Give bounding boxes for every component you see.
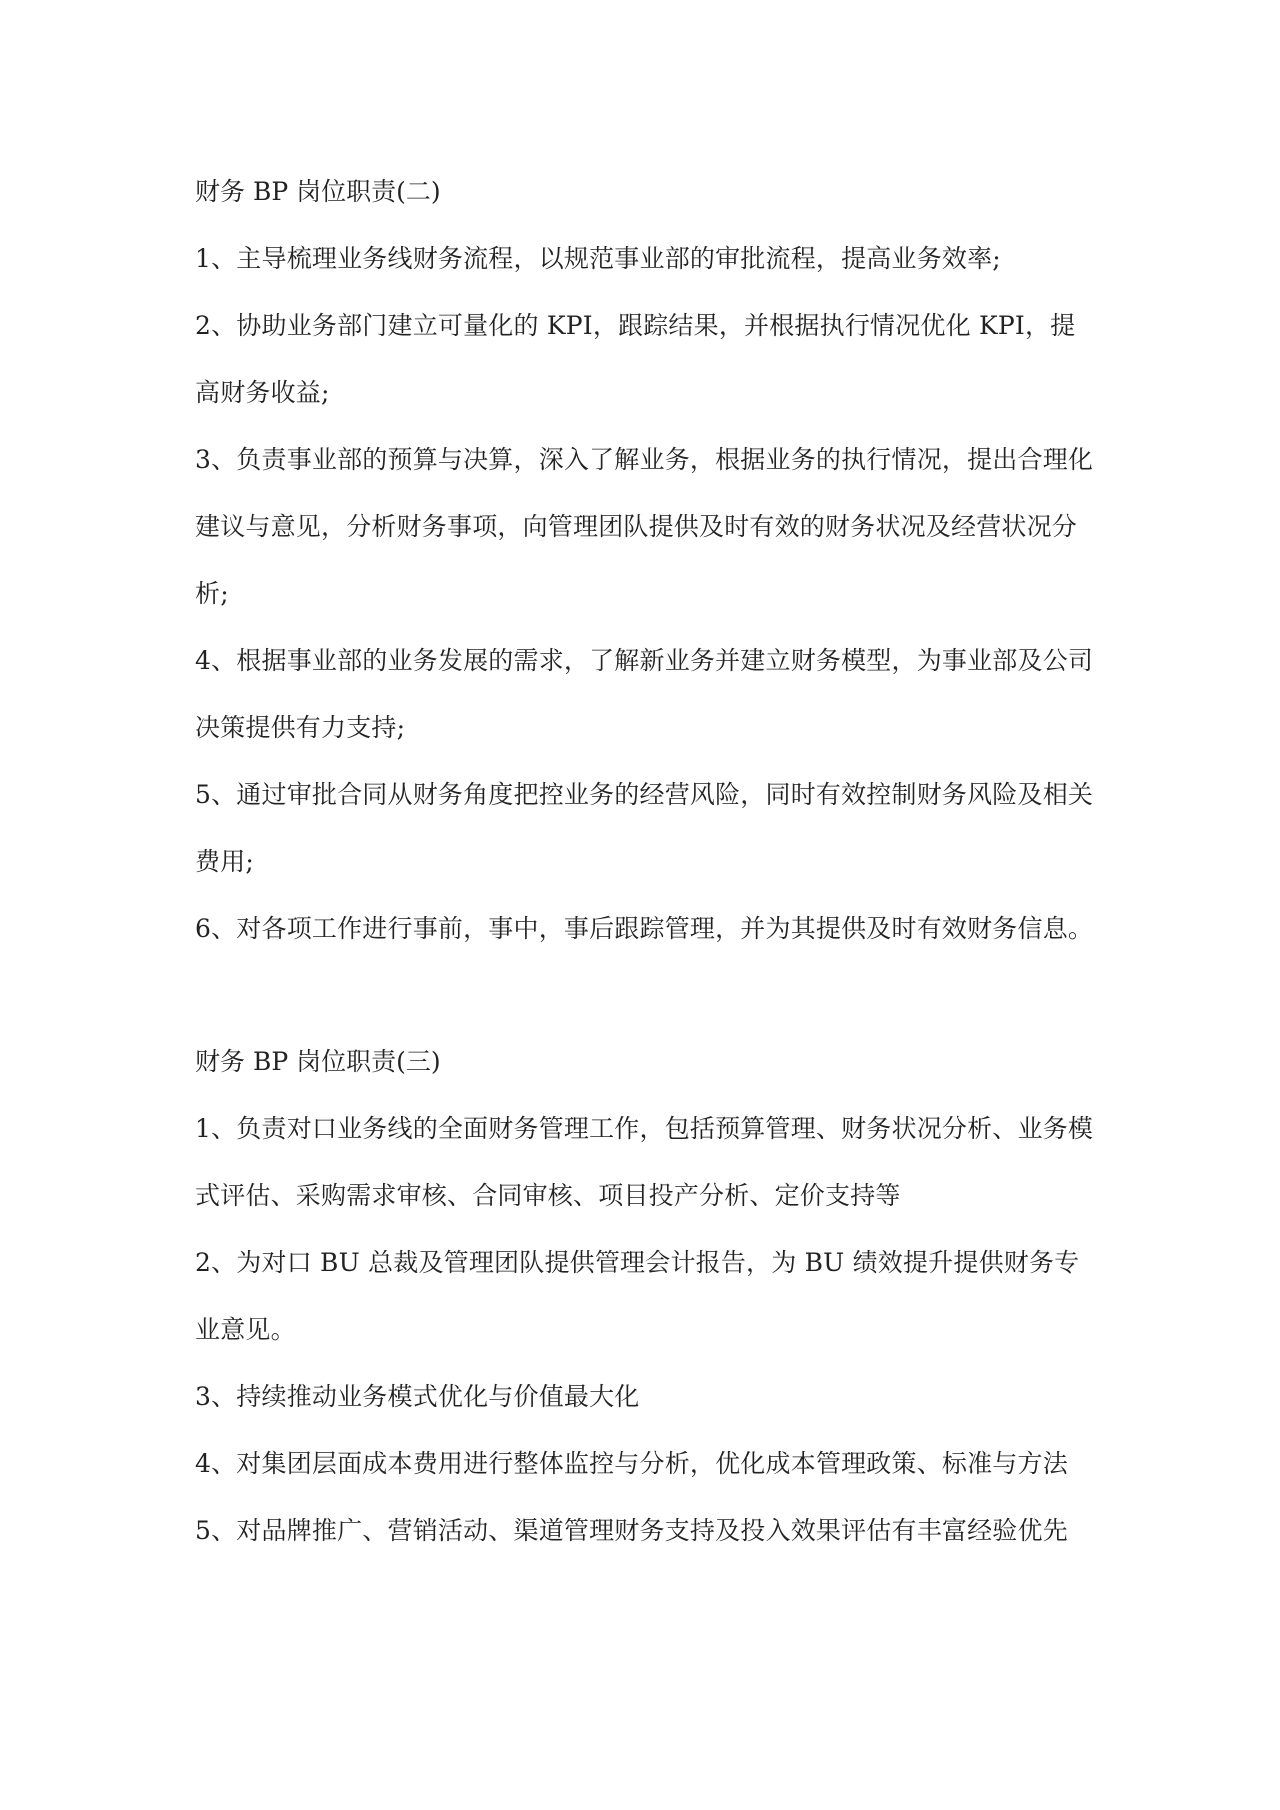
list-item: 5、通过审批合同从财务角度把控业务的经营风险，同时有效控制财务风险及相关费用; xyxy=(195,780,1094,876)
list-item: 4、根据事业部的业务发展的需求，了解新业务并建立财务模型，为事业部及公司决策提供有力支持; xyxy=(195,646,1094,742)
list-item: 1、负责对口业务线的全面财务管理工作，包括预算管理、财务状况分析、业务模式评估、采购需求审核、合同审核、项目投产分析、定价支持等 xyxy=(195,1114,1094,1210)
section-responsibilities-2 xyxy=(195,158,1095,962)
list-item: 3、持续推动业务模式优化与价值最大化 xyxy=(195,1382,640,1411)
list-item: 6、对各项工作进行事前，事中，事后跟踪管理，并为其提供及时有效财务信息。 xyxy=(195,914,1094,943)
list-item: 5、对品牌推广、营销活动、渠道管理财务支持及投入效果评估有丰富经验优先 xyxy=(195,1516,1068,1545)
list-item: 2、为对口 BU 总裁及管理团队提供管理会计报告，为 BU 绩效提升提供财务专业意见。 xyxy=(195,1248,1080,1344)
list-item: 2、协助业务部门建立可量化的 KPI，跟踪结果，并根据执行情况优化 KPI，提高财务收益; xyxy=(195,311,1076,407)
responsibility-list xyxy=(195,225,1095,962)
responsibility-list xyxy=(195,1095,1095,1564)
document-page xyxy=(195,158,1095,1564)
section-title: 财务 BP 岗位职责(三) xyxy=(195,1047,441,1076)
list-item: 3、负责事业部的预算与决算，深入了解业务，根据业务的执行情况，提出合理化建议与意见，分析财务事项，向管理团队提供及时有效的财务状况及经营状况分析; xyxy=(195,445,1094,608)
list-item: 4、对集团层面成本费用进行整体监控与分析，优化成本管理政策、标准与方法 xyxy=(195,1449,1068,1478)
section-title: 财务 BP 岗位职责(二) xyxy=(195,177,441,206)
section-responsibilities-3 xyxy=(195,1028,1095,1564)
list-item: 1、主导梳理业务线财务流程，以规范事业部的审批流程，提高业务效率; xyxy=(195,244,1001,273)
